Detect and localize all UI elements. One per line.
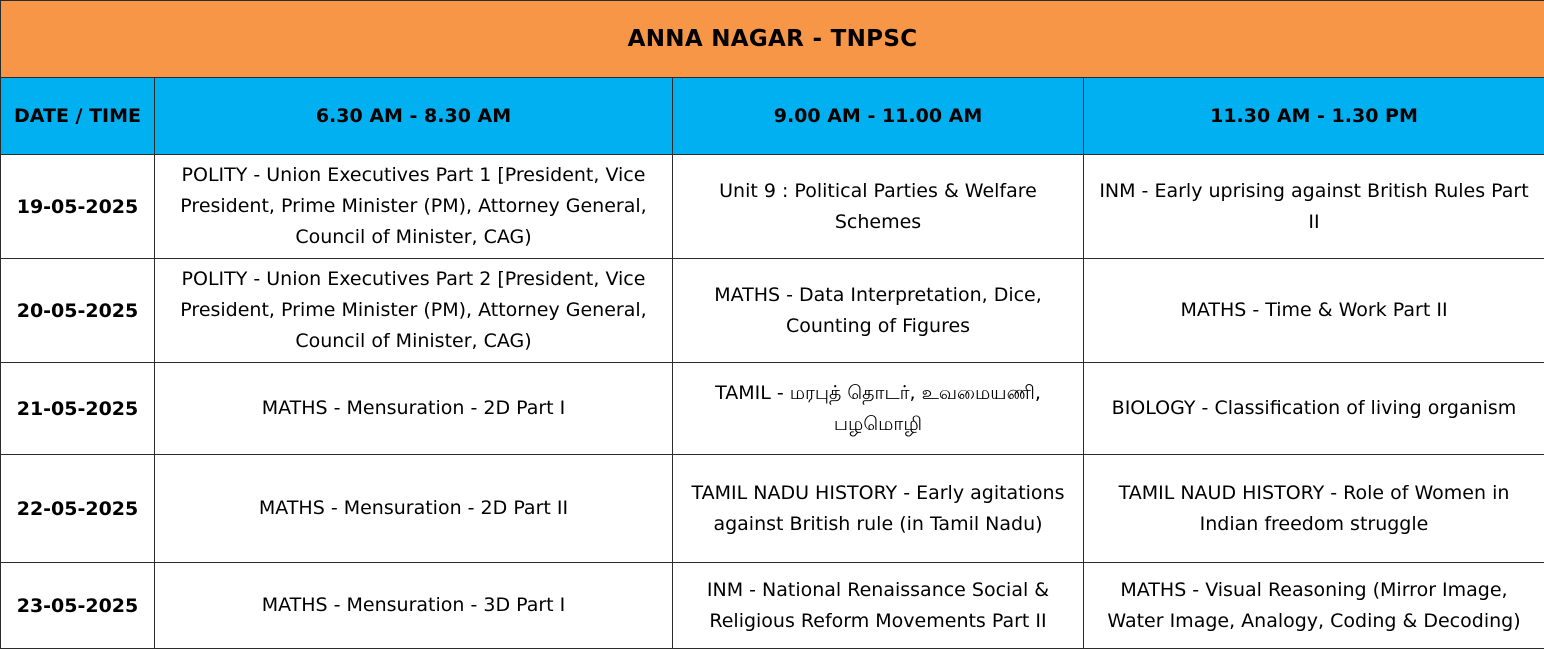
table-row <box>1 455 1544 563</box>
header-row <box>1 78 1544 155</box>
date-cell: 22-05-2025 <box>1 455 155 563</box>
table-row <box>1 259 1544 363</box>
topic-cell: TAMIL NAUD HISTORY - Role of Women in Indian freedom struggle <box>1084 455 1544 563</box>
title-row <box>1 1 1544 78</box>
topic-cell: MATHS - Mensuration - 3D Part I <box>155 563 673 649</box>
topic-cell: POLITY - Union Executives Part 1 [President, Vice President, Prime Minister (PM), Attorney General, Council of Minister, CAG) <box>155 155 673 259</box>
date-cell: 23-05-2025 <box>1 563 155 649</box>
date-cell: 21-05-2025 <box>1 363 155 455</box>
topic-cell: MATHS - Time & Work Part II <box>1084 259 1544 363</box>
table-row <box>1 155 1544 259</box>
topic-cell: MATHS - Mensuration - 2D Part II <box>155 455 673 563</box>
topic-cell: POLITY - Union Executives Part 2 [President, Vice President, Prime Minister (PM), Attorney General, Council of Minister, CAG) <box>155 259 673 363</box>
header-slot-3: 11.30 AM - 1.30 PM <box>1084 78 1544 155</box>
header-date-time: DATE / TIME <box>1 78 155 155</box>
header-slot-1: 6.30 AM - 8.30 AM <box>155 78 673 155</box>
topic-cell: BIOLOGY - Classification of living organism <box>1084 363 1544 455</box>
table-row <box>1 363 1544 455</box>
table-row <box>1 563 1544 649</box>
topic-cell: Unit 9 : Political Parties & Welfare Schemes <box>673 155 1084 259</box>
topic-cell: INM - National Renaissance Social & Religious Reform Movements Part II <box>673 563 1084 649</box>
schedule-title: ANNA NAGAR - TNPSC <box>1 1 1544 78</box>
topic-cell: MATHS - Mensuration - 2D Part I <box>155 363 673 455</box>
header-slot-2: 9.00 AM - 11.00 AM <box>673 78 1084 155</box>
topic-cell: TAMIL NADU HISTORY - Early agitations against British rule (in Tamil Nadu) <box>673 455 1084 563</box>
topic-cell: MATHS - Data Interpretation, Dice, Counting of Figures <box>673 259 1084 363</box>
date-cell: 19-05-2025 <box>1 155 155 259</box>
topic-cell: TAMIL - மரபுத் தொடர், உவமையணி, பழமொழி <box>673 363 1084 455</box>
topic-cell: MATHS - Visual Reasoning (Mirror Image, Water Image, Analogy, Coding & Decoding) <box>1084 563 1544 649</box>
date-cell: 20-05-2025 <box>1 259 155 363</box>
topic-cell: INM - Early uprising against British Rules Part II <box>1084 155 1544 259</box>
